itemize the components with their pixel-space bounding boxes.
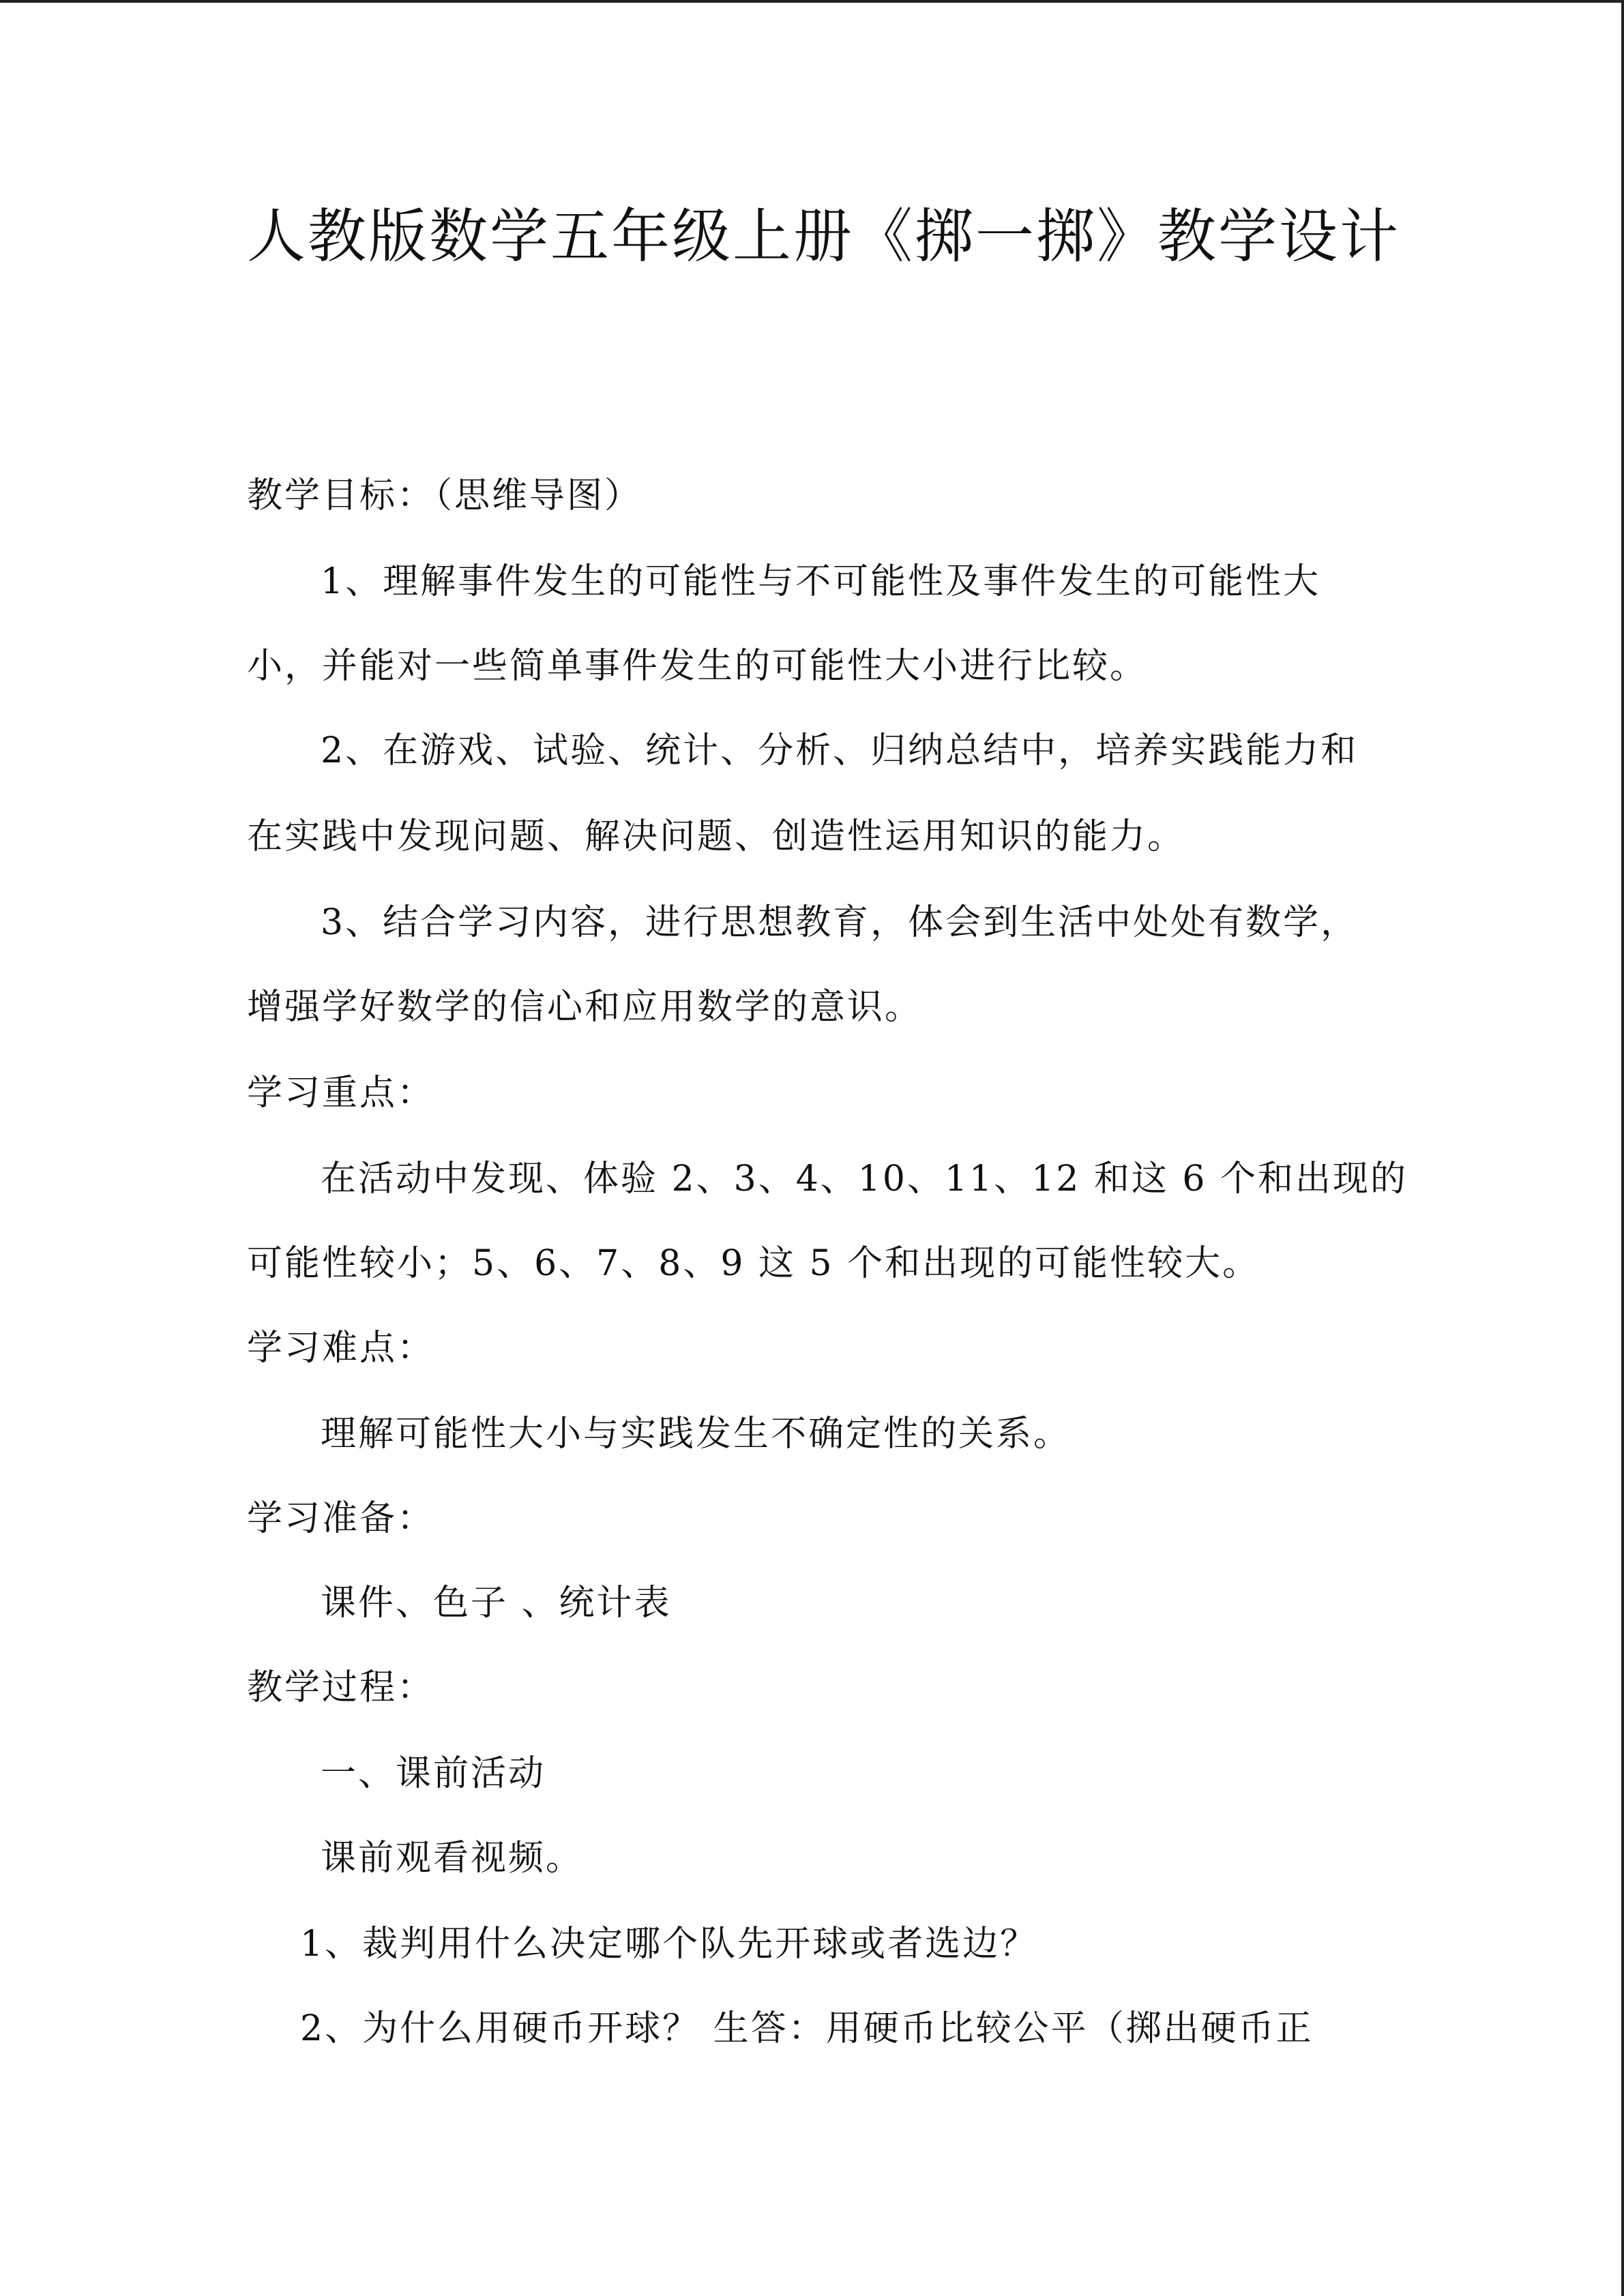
objective-1-line-2: 小，并能对一些简单事件发生的可能性大小进行比较。 — [247, 646, 1148, 687]
teaching-objectives-heading: 教学目标：（思维导图） — [247, 475, 643, 516]
learning-focus-line-1: 在活动中发现、体验 2、3、4、10、11、12 和这 6 个和出现的 — [321, 1159, 1408, 1199]
objective-3-line-2: 增强学好数学的信心和应用数学的意识。 — [247, 987, 923, 1028]
objective-1-line-1: 1、理解事件发生的可能性与不可能性及事件发生的可能性大 — [321, 561, 1321, 602]
pre-class-activity-heading: 一、课前活动 — [321, 1753, 546, 1794]
question-1-text: 1、裁判用什么决定哪个队先开球或者选边？ — [300, 1924, 1038, 1965]
teaching-process-heading: 教学过程： — [247, 1667, 435, 1708]
top-border — [0, 0, 1624, 3]
learning-preparation-heading: 学习准备： — [247, 1498, 435, 1539]
learning-difficulty-heading: 学习难点： — [247, 1328, 435, 1369]
watch-video-text: 课前观看视频。 — [321, 1838, 584, 1879]
learning-difficulty-text: 理解可能性大小与实践发生不确定性的关系。 — [321, 1414, 1072, 1455]
question-2-text: 2、为什么用硬币开球？ 生答：用硬币比较公平（掷出硬币正 — [300, 2008, 1314, 2049]
document-title: 人教版数学五年级上册《掷一掷》教学设计 — [247, 203, 1400, 271]
objective-2-line-1: 2、在游戏、试验、统计、分析、归纳总结中，培养实践能力和 — [321, 730, 1359, 771]
objective-3-line-1: 3、结合学习内容，进行思想教育，体会到生活中处处有数学， — [321, 902, 1359, 943]
right-border — [1621, 0, 1624, 2296]
learning-focus-heading: 学习重点： — [247, 1073, 435, 1114]
learning-preparation-text: 课件、色子 、统计表 — [321, 1583, 672, 1624]
learning-focus-line-2: 可能性较小；5、6、7、8、9 这 5 个和出现的可能性较大。 — [247, 1243, 1260, 1284]
objective-2-line-2: 在实践中发现问题、解决问题、创造性运用知识的能力。 — [247, 816, 1185, 857]
